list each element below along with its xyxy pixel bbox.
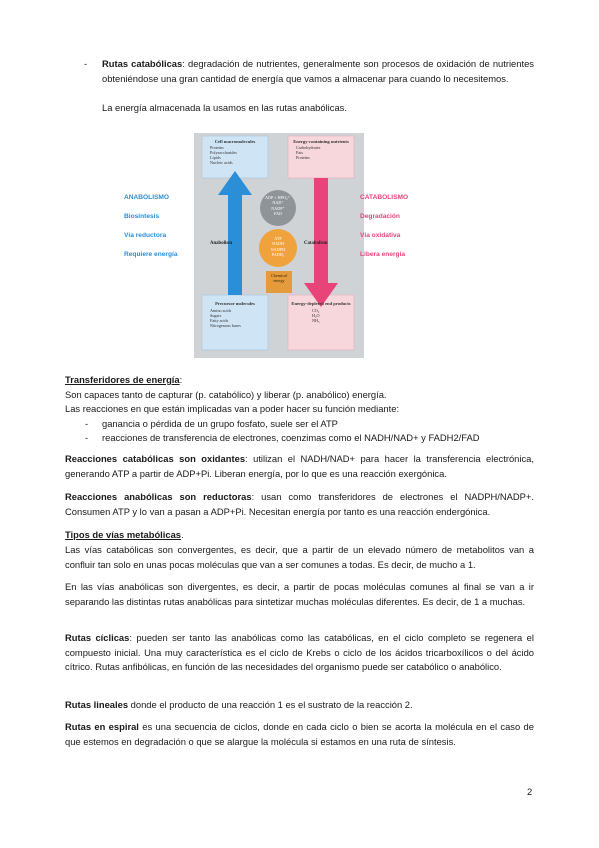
page-number: 2 — [527, 786, 533, 797]
catabolic-routes-paragraph — [102, 57, 534, 86]
spiral-routes-paragraph: Rutas en espiral es una secuencia de ciclos, donde en cada ciclo o bien se acorta la molécula en el caso de que estemos en degradación o que se alargue la molécula si estamos en una ruta de síntesis. — [65, 721, 534, 747]
bullet-marker: - — [84, 58, 88, 69]
catabolic-routes-text: : degradación de nutrientes, generalmente son procesos de oxidación de nutrientes obteniéndose una gran cantidad de energía que vamos a almacenar para cuando lo necesitemos. — [102, 58, 534, 84]
end-products-label: Energy-depleted end products CO₂ H₂O NH₃ — [291, 301, 351, 324]
cell-macromolecules-label: Cell macromolecules Proteins Polysaccharides Lipids Nucleic acids — [210, 139, 256, 165]
orange-circle-label: ATP NADH NADPH FADH₂ — [270, 236, 286, 258]
catabolic-oxidant-paragraph: Reacciones catabólicas son oxidantes: utilizan el NADH/NAD+ para hacer la transferencia electrónica, generando ATP a partir de ADP+Pi. Liberan energía, por lo que es una reacción exergónica. — [65, 453, 534, 479]
energy-transfer-heading: Transferidores de energía: — [65, 374, 183, 385]
anabolic-divergent-paragraph: En las vías anabólicas son divergentes, es decir, a partir de pocas moléculas comunes al final se van a ir separando las distintas rutas anabólicas para sintetizar muchas moléculas diferentes. Es decir, de 1 a muchas. — [65, 581, 534, 607]
bullet-marker: - — [85, 418, 89, 429]
bullet-marker: - — [85, 432, 89, 443]
catabolism-arrow-label: Catabolism — [304, 241, 328, 246]
energy-nutrients-label: Energy-containing nutrients Carbohydrates Fats Proteins — [293, 139, 349, 161]
energy-use-line: La energía almacenada la usamos en las rutas anabólicas. — [102, 102, 347, 113]
chemical-energy-label: Chemical energy — [270, 273, 288, 283]
precursor-molecules-label: Precursor molecules Amino acids Sugars Fatty acids Nitrogenous bases — [210, 301, 255, 328]
energy-transfer-line1: Son capaces tanto de capturar (p. catabólico) y liberar (p. anabólico) energía. — [65, 389, 387, 400]
catabolic-convergent-paragraph: Las vías catabólicas son convergentes, es decir, que a partir de un elevado número de metabolitos van a confluir tan solo en unas pocas moléculas que van a ser comunes a todas. Es decir, de mucho a 1. — [65, 544, 534, 570]
phosphate-bullet: ganancia o pérdida de un grupo fosfato, suele ser el ATP — [102, 418, 338, 429]
electron-transfer-bullet: reacciones de transferencia de electrones, coenzimas como el NADH/NAD+ y FADH2/FAD — [102, 432, 480, 443]
metabolism-figure — [118, 133, 420, 358]
anabolism-side-labels: ANABOLISMO Biosíntesis Vía reductora Requiere energía — [124, 194, 178, 258]
linear-routes-paragraph: Rutas lineales donde el producto de una reacción 1 es el sustrato de la reacción 2. — [65, 699, 413, 710]
anabolic-reducing-paragraph: Reacciones anabólicas son reductoras: usan como transferidores de electrones el NADPH/NADP+. Consumen ATP y lo van a pasan a ADP+Pi. Necesitan energía por tanto es una reacción endergónica. — [65, 491, 534, 517]
energy-transfer-line2: Las reacciones en que están implicadas van a poder hacer su función mediante: — [65, 403, 400, 414]
grey-circle-label: ADP + HPO₄²⁻ NAD⁺ NADP⁺ FAD — [265, 195, 291, 217]
pathway-types-heading: Tipos de vías metabólicas. — [65, 529, 184, 540]
catabolism-side-labels: CATABOLISMO Degradación Vía oxidativa Libera energía — [360, 194, 409, 258]
anabolism-arrow-label: Anabolism — [210, 241, 233, 246]
cyclic-routes-paragraph: Rutas cíclicas: pueden ser tanto las anabólicas como las catabólicas, en el ciclo completo se regenera el compuesto inicial. Una muy característica es el ciclo de Krebs o ciclo de los ácidos tricarboxílicos o del ácido cítrico. Rutas anfibólicas, en función de las necesidades del organismo puede ser catabólico o anabólico. — [65, 632, 534, 673]
catabolic-routes-term: Rutas catabólicas — [102, 58, 183, 69]
